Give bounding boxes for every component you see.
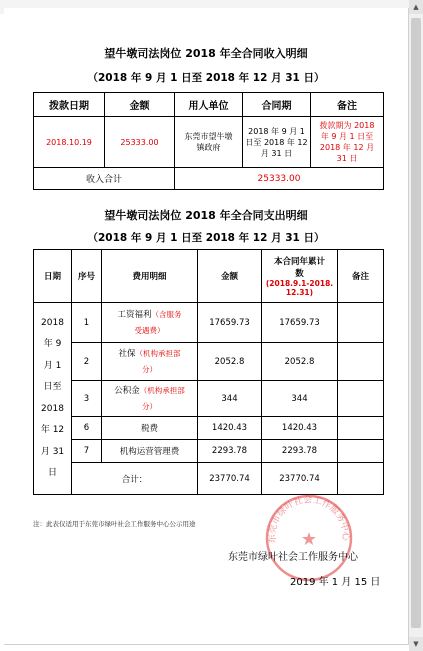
- expense-item-name: 机构运营管理费: [119, 447, 180, 457]
- expense-item-name: 公积金: [114, 385, 140, 396]
- expense-item-note: （机构承担部: [139, 385, 185, 395]
- header-cell: 序号: [72, 250, 102, 303]
- expense-amount: 344: [198, 381, 262, 417]
- row-number: 1: [72, 303, 102, 343]
- income-period-subtitle: （2018 年 9 月 1 日至 2018 年 12 月 31 日）: [87, 72, 325, 84]
- employer-unit-line: 东莞市望牛墩: [184, 132, 233, 141]
- expense-date-range: [34, 303, 72, 495]
- expense-item: [102, 381, 198, 417]
- income-header-row: [34, 93, 384, 117]
- date-line: 日至: [43, 382, 62, 392]
- expense-item-note: 分）: [142, 401, 157, 411]
- table-row: [34, 381, 384, 417]
- table-row: [34, 117, 384, 168]
- expense-remark: [338, 381, 384, 417]
- expense-item: [102, 440, 198, 463]
- expense-title: 望牛墩司法岗位 2018 年全合同支出明细: [104, 209, 308, 222]
- contract-period-line: 日至 2018 年 12: [245, 137, 308, 147]
- expense-cumulative: 2052.8: [262, 343, 338, 381]
- date-line: 月 1: [43, 360, 62, 371]
- expense-amount: 1420.43: [198, 417, 262, 440]
- scrollbar-thumb[interactable]: [411, 18, 421, 628]
- remark-line: 拨款期为 2018: [319, 121, 375, 130]
- income-total-amount: 25333.00: [175, 168, 384, 190]
- expense-item: [102, 303, 198, 343]
- expense-total-label: 合计：: [72, 463, 198, 495]
- expense-item-note: （机构承担部: [135, 348, 181, 358]
- remark-line: 31 日: [336, 154, 358, 163]
- contract-period-line: 月 31 日: [260, 148, 293, 158]
- income-remark: [311, 117, 384, 168]
- allocation-amount: 25333.00: [105, 117, 175, 168]
- expense-item: [102, 343, 198, 381]
- organization-signature: 东莞市绿叶社会工作服务中心: [228, 552, 358, 563]
- expense-item: [102, 417, 198, 440]
- remark-line: 年 9 月 1 日至: [320, 132, 374, 141]
- expense-total-amount: 23770.74: [198, 463, 262, 495]
- expense-amount: 2293.78: [198, 440, 262, 463]
- header-cell: 备注: [311, 93, 384, 117]
- expense-cumulative: 1420.43: [262, 417, 338, 440]
- expense-remark: [338, 343, 384, 381]
- cumulative-header-line: 本合同年累计: [273, 257, 325, 267]
- cumulative-header-range: 12.31): [285, 288, 314, 297]
- expense-amount: 17659.73: [198, 303, 262, 343]
- employer-unit: [175, 117, 243, 168]
- signature-date: 2019 年 1 月 15 日: [290, 577, 381, 588]
- date-line: 月 31: [40, 446, 65, 457]
- header-cell: 合同期: [243, 93, 311, 117]
- table-row: [34, 417, 384, 440]
- header-cell: 备注: [338, 250, 384, 303]
- expense-item-note: （含服务: [151, 309, 182, 319]
- expense-item-note: 分）: [142, 364, 157, 374]
- income-table: [33, 92, 384, 190]
- header-cell-cumulative: [262, 250, 338, 303]
- document-page: [4, 8, 409, 645]
- contract-period: [243, 117, 311, 168]
- allocation-date: 2018.10.19: [34, 117, 105, 168]
- row-number: 6: [72, 417, 102, 440]
- contract-period-line: 2018 年 9 月 1: [248, 126, 305, 136]
- income-total-label: 收入合计: [34, 168, 175, 190]
- scroll-up-icon[interactable]: ▲: [409, 0, 423, 14]
- vertical-scrollbar[interactable]: [409, 0, 423, 651]
- remark-line: 2018 年 12 月: [319, 143, 375, 152]
- header-cell: 日期: [34, 250, 72, 303]
- income-total-row: [34, 168, 384, 190]
- employer-unit-line: 镇政府: [196, 143, 221, 152]
- expense-remark: [338, 417, 384, 440]
- date-line: 2018: [41, 403, 64, 414]
- row-number: 2: [72, 343, 102, 381]
- scroll-down-icon[interactable]: ▼: [409, 637, 423, 651]
- seal-text: 东莞市绿叶社会工作服务中心: [267, 495, 351, 544]
- cumulative-header-line: 数: [295, 269, 304, 279]
- expense-period-subtitle: （2018 年 9 月 1 日至 2018 年 12 月 31 日）: [87, 232, 325, 244]
- footnote: 注：此表仅适用于东莞市绿叶社会工作服务中心公示用途: [33, 520, 196, 528]
- expense-table: [33, 249, 384, 495]
- expense-item-note: 受遇费）: [134, 325, 165, 335]
- date-line: 年 9: [43, 339, 62, 349]
- row-number: 3: [72, 381, 102, 417]
- expense-amount: 2052.8: [198, 343, 262, 381]
- header-cell: 用人单位: [175, 93, 243, 117]
- header-cell: 拨款日期: [34, 93, 105, 117]
- expense-cumulative: 2293.78: [262, 440, 338, 463]
- cumulative-header-range: (2018.9.1-2018.: [265, 279, 334, 288]
- expense-item-name: 工资福利: [117, 309, 152, 320]
- expense-cumulative: 17659.73: [262, 303, 338, 343]
- table-row: [34, 343, 384, 381]
- income-title: 望牛墩司法岗位 2018 年全合同收入明细: [104, 47, 308, 60]
- expense-item-name: 社保: [118, 348, 136, 359]
- header-cell: 费用明细: [102, 250, 198, 303]
- header-cell: 金额: [105, 93, 175, 117]
- date-line: 年 12: [40, 425, 65, 435]
- expense-remark: [338, 440, 384, 463]
- expense-total-cumulative: 23770.74: [262, 463, 338, 495]
- expense-remark: [338, 303, 384, 343]
- row-number: 7: [72, 440, 102, 463]
- expense-header-row: [34, 250, 384, 303]
- svg-text:★: ★: [300, 529, 318, 550]
- expense-cumulative: 344: [262, 381, 338, 417]
- table-row: [34, 303, 384, 343]
- expense-item-name: 税费: [140, 424, 158, 434]
- header-cell: 金额: [198, 250, 262, 303]
- table-row: [34, 440, 384, 463]
- date-line: 日: [47, 468, 57, 478]
- date-line: 2018: [41, 317, 64, 328]
